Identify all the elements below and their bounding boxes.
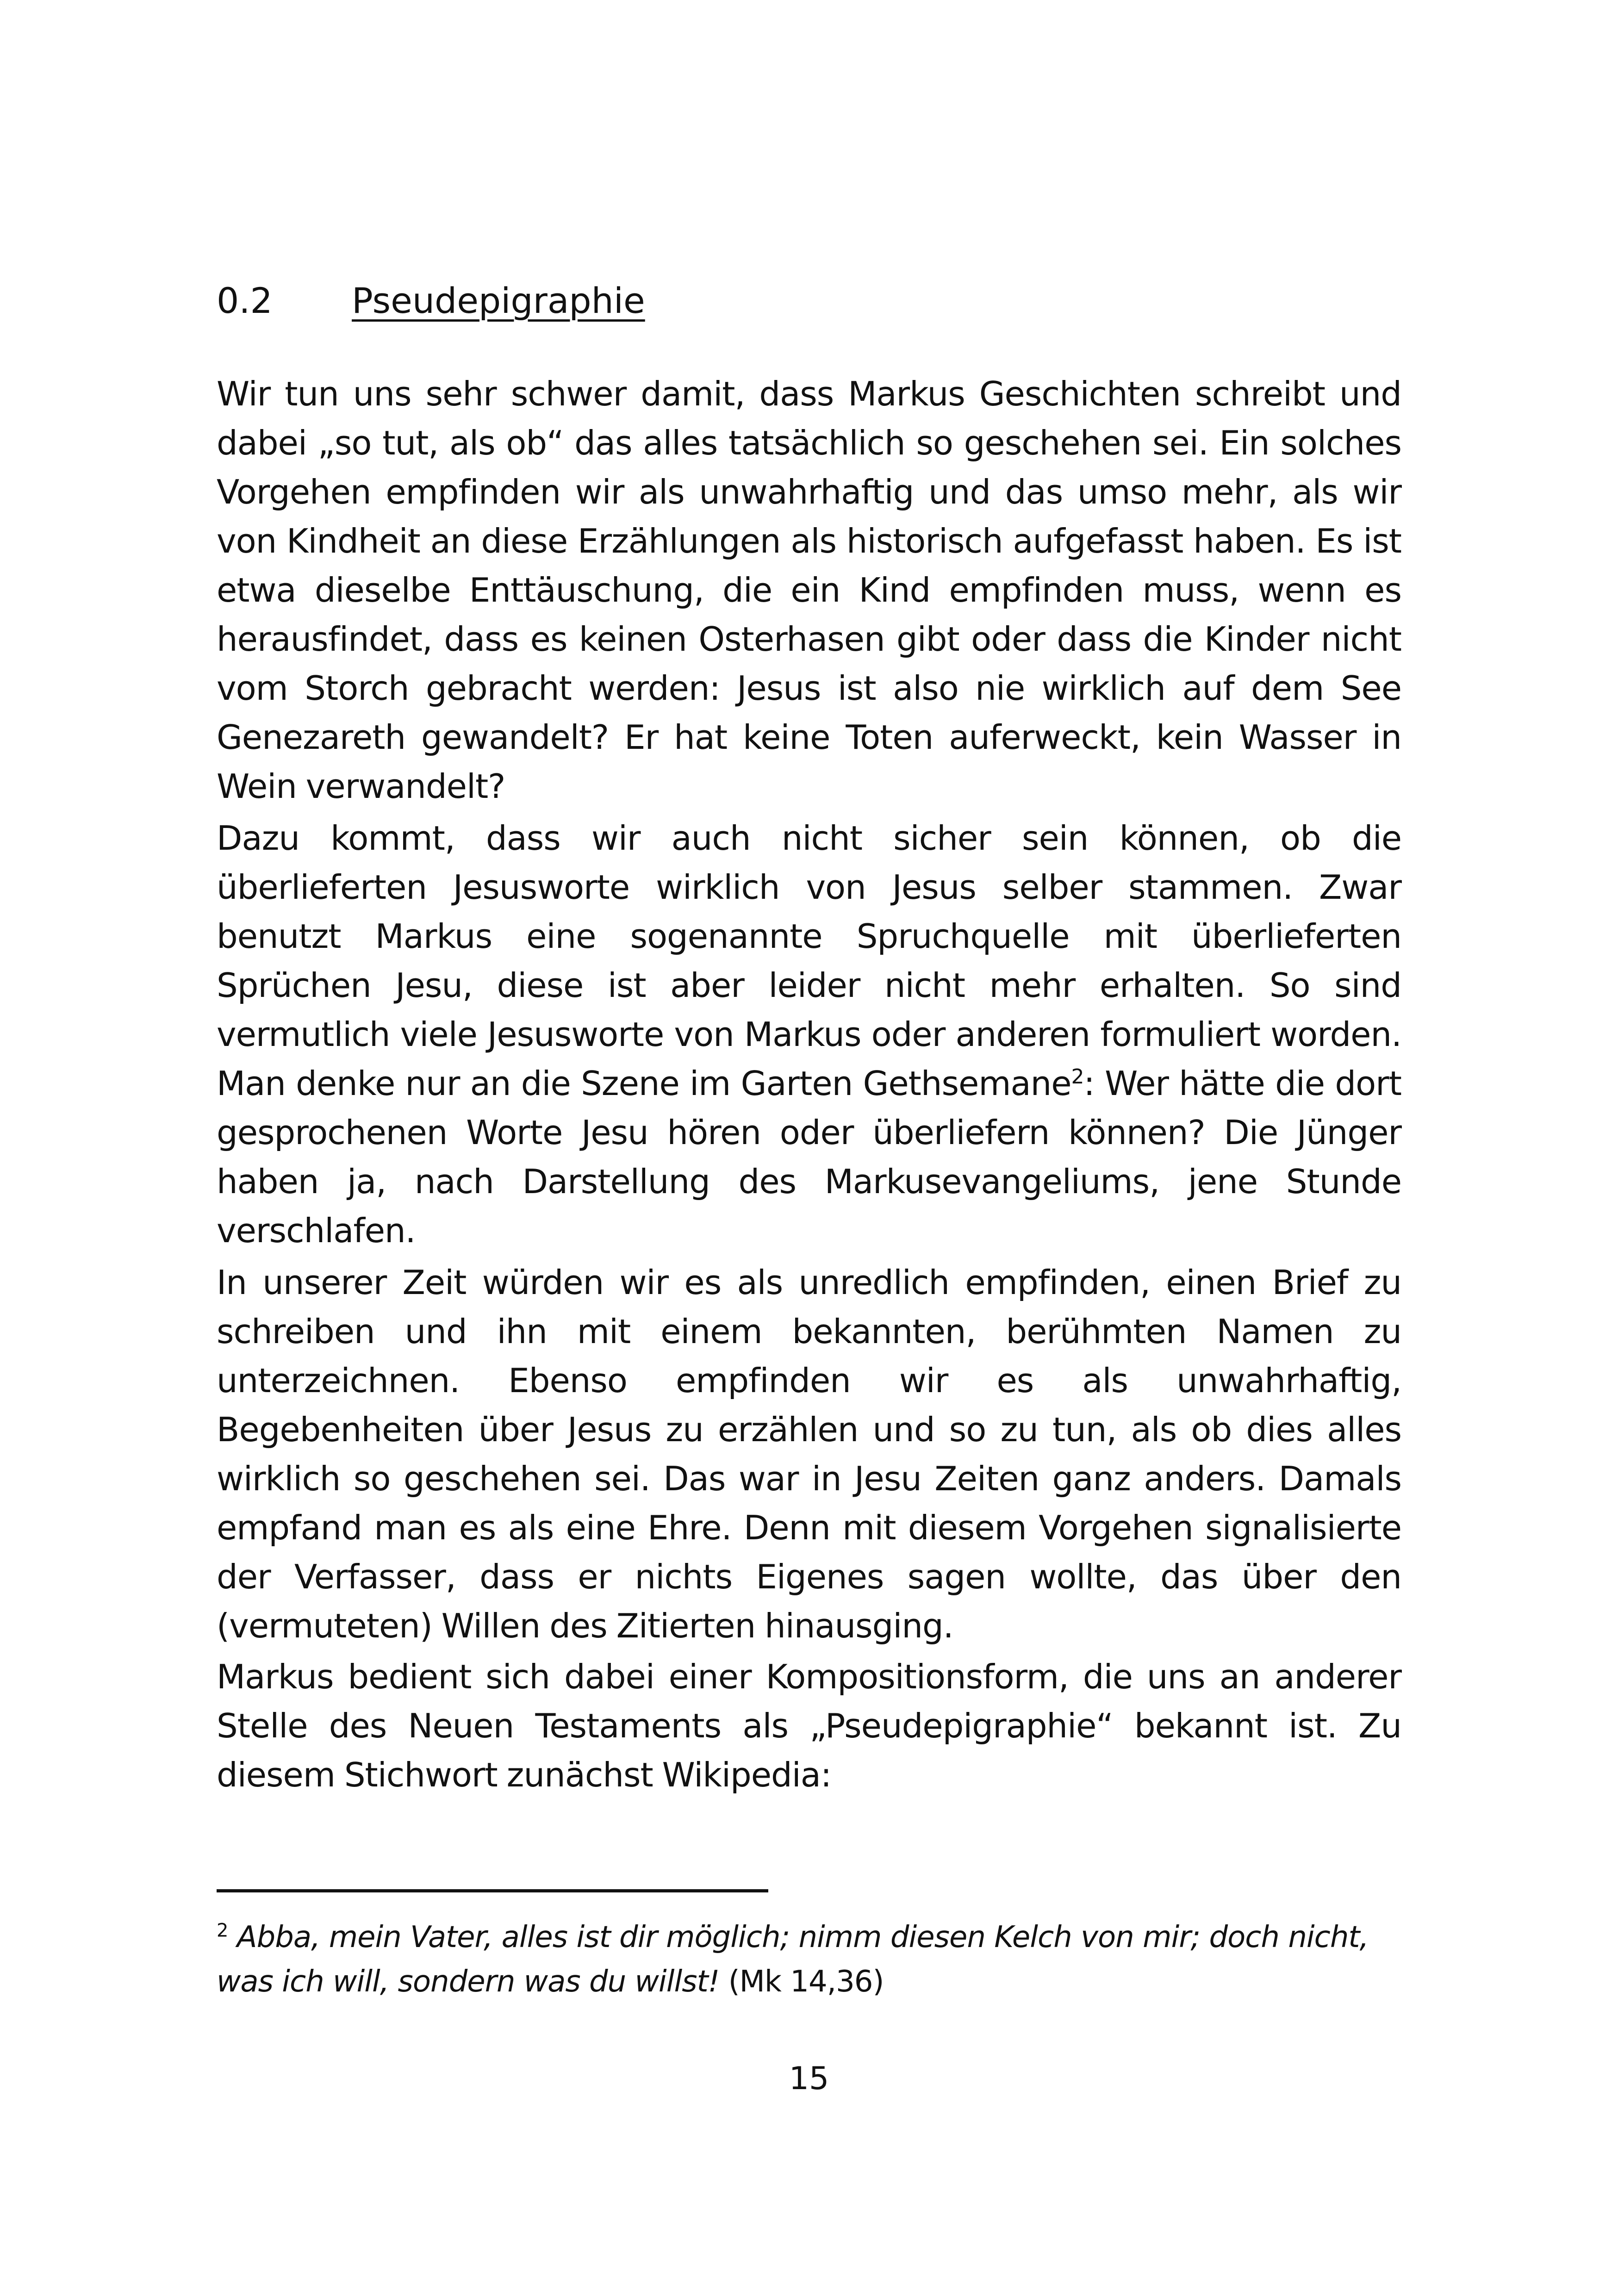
- footnote: [217, 1915, 1401, 2004]
- paragraph-2-text-after: : Wer hätte die dort gesprochenen Worte Jesu hören oder überliefern können? Die Jünger haben ja, nach Darstellung des Markusevangeliums, jene Stunde verschlafen.: [217, 1064, 1402, 1250]
- footnote-reference[interactable]: 2: [1071, 1065, 1084, 1089]
- footnote-separator: [217, 1889, 768, 1892]
- paragraph-4: Markus bedient sich dabei einer Kompositionsform, die uns an anderer Stelle des Neuen Testaments als „Pseudepigraphie“ bekannt ist. Zu diesem Stichwort zunächst Wikipedia:: [217, 1657, 1401, 1794]
- section-heading: [217, 278, 645, 324]
- paragraph-3: In unserer Zeit würden wir es als unredlich empfinden, einen Brief zu schreiben und ihn mit einem bekannten, berühmten Namen zu unterzeichnen. Ebenso empfinden wir es als unwahrhaftig, Begebenheiten über Jesus zu erzählen und so zu tun, als ob dies alles wirklich so geschehen sei. Das war in Jesu Zeiten ganz anders. Damals empfand man es als eine Ehre. Denn mit diesem Vorgehen signalisierte der Verfasser, dass er nichts Eigenes sagen wollte, das über den (vermuteten) Willen des Zitierten hinausging.: [217, 1263, 1401, 1645]
- section-number: 0.2: [217, 280, 273, 321]
- paragraph-1: Wir tun uns sehr schwer damit, dass Markus Geschichten schreibt und dabei „so tut, als ob“ das alles tatsächlich so geschehen sei. Ein solches Vorgehen empfinden wir als unwahrhaftig und das umso mehr, als wir von Kindheit an diese Erzählungen als historisch aufgefasst haben. Es ist etwa dieselbe Enttäuschung, die ein Kind empfinden muss, wenn es herausfindet, dass es keinen Osterhasen gibt oder dass die Kinder nicht vom Storch gebracht werden: Jesus ist also nie wirklich auf dem See Genezareth gewandelt? Er hat keine Toten auferweckt, kein Wasser in Wein verwandelt?: [217, 374, 1401, 806]
- paragraph-2: [217, 814, 1401, 1255]
- footnote-quote: Abba, mein Vater, alles ist dir möglich; nimm diesen Kelch von mir; doch nicht, was ich will, sondern was du willst!: [217, 1920, 1369, 1999]
- paragraph-2-text-before: Dazu kommt, dass wir auch nicht sicher sein können, ob die überlieferten Jesusworte wirklich von Jesus selber stammen. Zwar benutzt Markus eine sogenannte Spruchquelle mit überlieferten Sprüchen Jesu, diese ist aber leider nicht mehr erhalten. So sind vermutlich viele Jesusworte von Markus oder anderen formuliert worden. Man denke nur an die Szene im Garten Gethsemane: [217, 819, 1401, 1103]
- footnote-marker: 2: [217, 1920, 228, 1941]
- page-number: 15: [789, 2060, 829, 2097]
- footnote-reference-citation: (Mk 14,36): [719, 1965, 884, 1999]
- section-title: Pseudepigraphie: [352, 280, 645, 321]
